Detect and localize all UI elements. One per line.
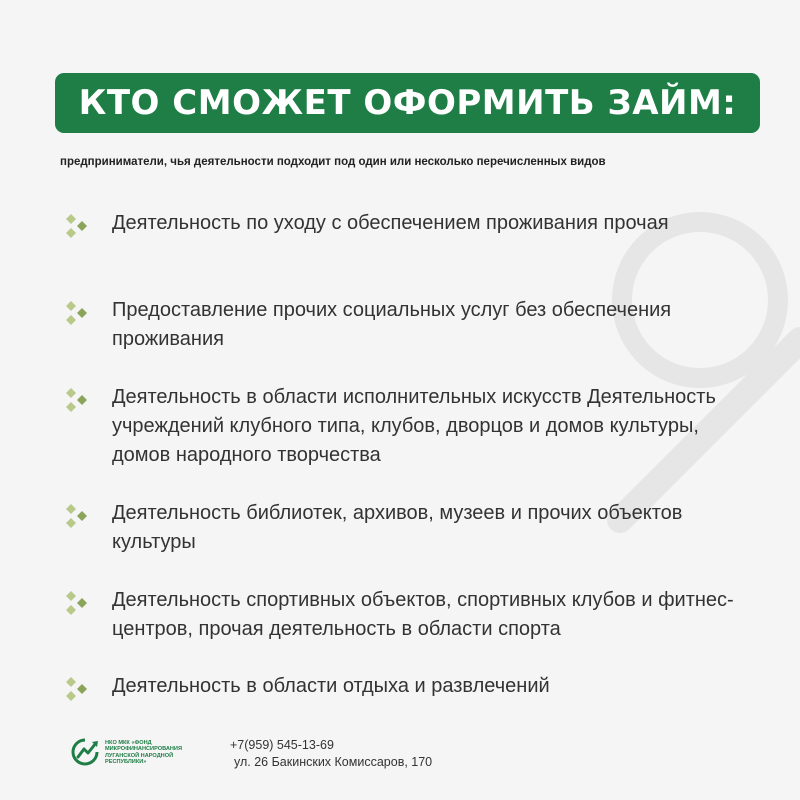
- title-banner: [55, 73, 760, 133]
- diamond-cluster-icon: [66, 677, 88, 701]
- list-item-text: Деятельность библиотек, архивов, музеев и прочих объектов культуры: [112, 502, 683, 553]
- diamond-cluster-icon: [66, 388, 88, 412]
- phone-number[interactable]: +7(959) 545-13-69: [230, 738, 334, 752]
- fund-logo-icon: [70, 737, 100, 767]
- list-item-text: Предоставление прочих социальных услуг без обеспечения проживания: [112, 299, 672, 350]
- subtitle: предприниматели, чья деятельности подходит под один или несколько перечисленных видов: [60, 156, 606, 168]
- list-item-text: Деятельность в области исполнительных искусств Деятельность учреждений клубного типа, клубов, дворцов и домов культуры, домов народного творчества: [112, 386, 716, 466]
- contacts: [230, 737, 432, 771]
- diamond-cluster-icon: [66, 591, 88, 615]
- logo-text: НКО МКК «ФОНД МИКРОФИНАНСИРОВАНИЯ ЛУГАНСКОЙ НАРОДНОЙ РЕСПУБЛИКИ»: [105, 740, 182, 766]
- address: ул. 26 Бакинских Комиссаров, 170: [234, 755, 433, 769]
- list-item-text: Деятельность в области отдыха и развлечений: [112, 675, 550, 697]
- page-title: КТО СМОЖЕТ ОФОРМИТЬ ЗАЙМ:: [78, 83, 737, 123]
- diamond-cluster-icon: [66, 301, 88, 325]
- list-item-text: Деятельность спортивных объектов, спортивных клубов и фитнес-центров, прочая деятельность в области спорта: [112, 589, 734, 640]
- list-item-text: Деятельность по уходу с обеспечением проживания прочая: [112, 212, 669, 234]
- diamond-cluster-icon: [66, 214, 88, 238]
- diamond-cluster-icon: [66, 504, 88, 528]
